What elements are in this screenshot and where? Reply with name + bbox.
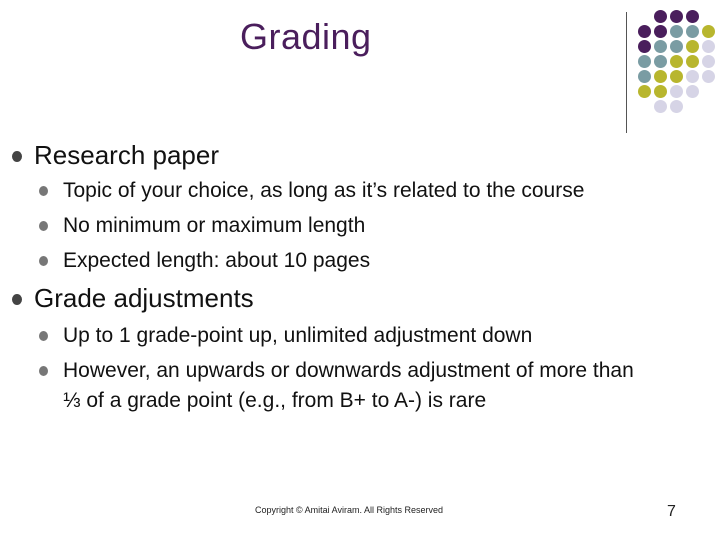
bullet-icon [12,294,22,305]
decorative-dot [654,55,667,68]
decorative-dot [686,40,699,53]
bullet-icon [39,331,48,341]
bullet-icon [39,221,48,231]
decorative-dot [654,40,667,53]
decorative-dot [686,10,699,23]
list-item-continuation: ⅓ of a grade point (e.g., from B+ to A-) is rare [63,389,487,412]
decorative-dot [670,85,683,98]
slide-title: Grading [240,16,372,57]
decorative-dot [670,55,683,68]
decorative-dot [702,55,715,68]
decorative-dot [670,25,683,38]
section-heading-grade-adjustments: Grade adjustments [34,283,254,313]
decorative-dot [670,70,683,83]
decorative-dot-grid [638,10,720,118]
section-heading-research-paper: Research paper [34,140,219,170]
decorative-dot [638,85,651,98]
decorative-dot [686,85,699,98]
decorative-divider [626,12,627,133]
bullet-icon [12,151,22,162]
list-item: Expected length: about 10 pages [63,249,371,272]
decorative-dot [654,70,667,83]
decorative-dot [638,40,651,53]
decorative-dot [638,55,651,68]
decorative-dot [638,25,651,38]
decorative-dot [654,85,667,98]
list-item: However, an upwards or downwards adjustment of more than [63,359,634,382]
decorative-dot [670,100,683,113]
decorative-dot [670,40,683,53]
decorative-dot [702,25,715,38]
decorative-dot [654,25,667,38]
decorative-dot [670,10,683,23]
copyright-footer: Copyright © Amitai Aviram. All Rights Reserved [255,505,444,515]
decorative-dot [702,70,715,83]
bullet-icon [39,366,48,376]
list-item: Up to 1 grade-point up, unlimited adjustment down [63,324,533,347]
page-number: 7 [667,503,676,520]
decorative-dot [686,55,699,68]
bullet-icon [39,256,48,266]
decorative-dot [702,40,715,53]
bullet-icon [39,186,48,196]
decorative-dot [638,70,651,83]
decorative-dot [686,70,699,83]
decorative-dot [686,25,699,38]
list-item: No minimum or maximum length [63,214,366,237]
decorative-dot [654,100,667,113]
list-item: Topic of your choice, as long as it’s related to the course [63,179,585,202]
decorative-dot [654,10,667,23]
